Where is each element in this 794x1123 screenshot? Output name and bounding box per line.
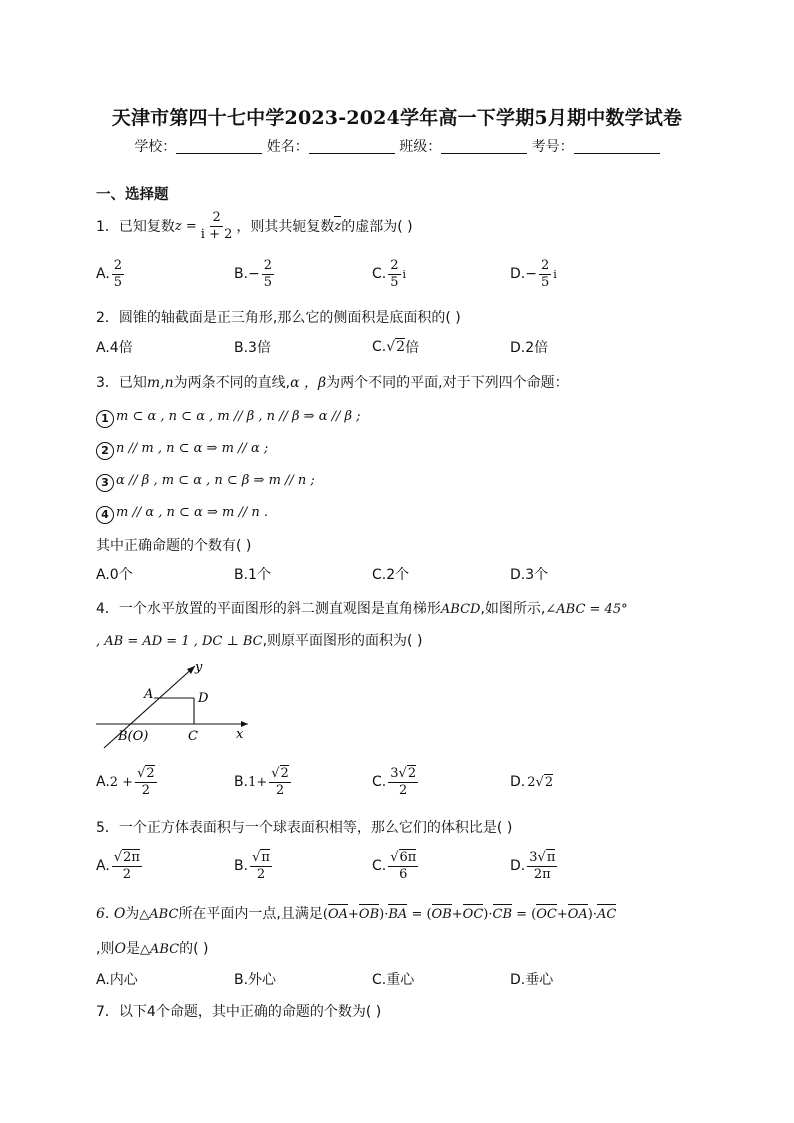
class-blank[interactable] xyxy=(441,153,527,154)
question-7: 7．以下4个命题，其中正确的命题的个数为( ) xyxy=(96,1004,382,1020)
school-label: 学校： xyxy=(134,139,177,155)
q2-option-b[interactable]: B.3倍 xyxy=(234,340,271,356)
q3-proposition-1: 1 m ⊂ α , n ⊂ α , m // β , n // β ⇒ α // β ; xyxy=(96,408,361,428)
q1-stem-b: ，则其共轭复数 xyxy=(236,219,335,235)
q1-options xyxy=(96,254,696,294)
q1-var-zbar: z xyxy=(334,218,342,234)
label-c: C xyxy=(188,729,198,744)
q1-option-a[interactable]: A. $\frac{2}{5}$ xyxy=(96,257,123,290)
q6-option-c[interactable]: C.重心 xyxy=(372,972,415,988)
class-label: 班级： xyxy=(399,139,442,155)
label-d: D xyxy=(198,691,209,706)
q1-var-z: z = xyxy=(174,218,197,234)
school-blank[interactable] xyxy=(176,153,262,154)
q6-options xyxy=(96,968,696,990)
q4-option-d[interactable]: D. 2 √2 xyxy=(510,774,554,790)
question-5: 5．一个正方体表面积与一个球表面积相等，那么它们的体积比是( ) xyxy=(96,820,513,836)
q2-option-a[interactable]: A.4倍 xyxy=(96,340,133,356)
q2-option-c[interactable]: C. √2 倍 xyxy=(372,339,420,356)
q3-proposition-4: 4 m // α , n ⊂ α ⇒ m // n . xyxy=(96,504,268,524)
q3-option-a[interactable]: A.0个 xyxy=(96,567,133,583)
q5-options xyxy=(96,846,696,886)
q4-options xyxy=(96,762,696,802)
q6-option-d[interactable]: D.垂心 xyxy=(510,972,554,988)
q1-stem-c: 的虚部为( ) xyxy=(341,219,413,235)
q6-option-a[interactable]: A.内心 xyxy=(96,972,138,988)
label-a: A xyxy=(144,687,154,702)
q4-figure xyxy=(90,656,260,756)
q6-option-b[interactable]: B.外心 xyxy=(234,972,277,988)
q3-proposition-3: 3 α // β , m ⊂ α , n ⊂ β ⇒ m // n ; xyxy=(96,472,315,492)
q5-option-a[interactable]: A. $\frac{√2\pi}{2}$ xyxy=(96,849,140,882)
q3-options xyxy=(96,563,696,585)
circled-number: 1 xyxy=(96,410,114,428)
question-4: 4．一个水平放置的平面图形的斜二测直观图是直角梯形ABCD,如图所示,∠ABC = 45° xyxy=(96,601,628,617)
name-label: 姓名： xyxy=(266,139,309,155)
question-4-line2: , AB = AD = 1 , DC ⊥ BC,则原平面图形的面积为( ) xyxy=(96,633,423,649)
question-6-line2: ,则O是△ABC的( ) xyxy=(96,941,209,957)
circled-number: 4 xyxy=(96,506,114,524)
q5-option-d[interactable]: D. $\frac{3√\pi}{2\pi}$ xyxy=(510,849,556,882)
q4-option-a[interactable]: A. 2 + $\frac{√2}{2}$ xyxy=(96,765,155,798)
q3-conclusion: 其中正确命题的个数有( ) xyxy=(96,538,252,554)
section-title: 一、选择题 xyxy=(96,187,169,203)
label-y: y xyxy=(195,660,203,675)
q4-option-c[interactable]: C. $\frac{3√2}{2}$ xyxy=(372,765,417,798)
number-blank[interactable] xyxy=(574,153,660,154)
name-blank[interactable] xyxy=(309,153,395,154)
q5-option-c[interactable]: C. $\frac{√6\pi}{6}$ xyxy=(372,849,417,882)
q1-fraction: $\frac{2}{i + 2}$ xyxy=(200,209,233,242)
number-label: 考号： xyxy=(531,139,574,155)
sqrt-symbol: √2 xyxy=(386,339,406,355)
q5-option-b[interactable]: B. $\frac{√\pi}{2}$ xyxy=(234,849,270,882)
q3-option-c[interactable]: C.2个 xyxy=(372,567,410,583)
q1-option-b[interactable]: B. − $\frac{2}{5}$ xyxy=(234,257,273,290)
label-bo: B(O) xyxy=(118,729,149,744)
q1-option-c[interactable]: C. $\frac{2}{5}$ i xyxy=(372,257,407,290)
label-x: x xyxy=(236,727,244,742)
q1-stem: 1．已知复数 xyxy=(96,219,175,235)
circled-number: 2 xyxy=(96,442,114,460)
q3-proposition-2: 2 n // m , n ⊂ α ⇒ m // α ; xyxy=(96,440,268,460)
question-3: 3．已知m,n为两条不同的直线,α ，β为两个不同的平面,对于下列四个命题： xyxy=(96,375,569,391)
q1-option-d[interactable]: D. − $\frac{2}{5}$ i xyxy=(510,257,557,290)
student-info-row xyxy=(0,136,794,156)
question-1 xyxy=(96,206,413,246)
circled-number: 3 xyxy=(96,474,114,492)
question-2: 2．圆锥的轴截面是正三角形,那么它的侧面积是底面积的( ) xyxy=(96,310,461,326)
question-6: 6. O为△ABC所在平面内一点,且满足(OA+OB)·BA = (OB+OC)·CB = (OC+OA)·AC xyxy=(96,906,617,922)
q2-option-d[interactable]: D.2倍 xyxy=(510,340,549,356)
q2-options xyxy=(96,336,696,358)
exam-title: 天津市第四十七中学2023-2024学年高一下学期5月期中数学试卷 xyxy=(111,107,683,129)
q4-option-b[interactable]: B. 1+ $\frac{√2}{2}$ xyxy=(234,765,289,798)
q3-option-d[interactable]: D.3个 xyxy=(510,567,549,583)
q3-option-b[interactable]: B.1个 xyxy=(234,567,271,583)
